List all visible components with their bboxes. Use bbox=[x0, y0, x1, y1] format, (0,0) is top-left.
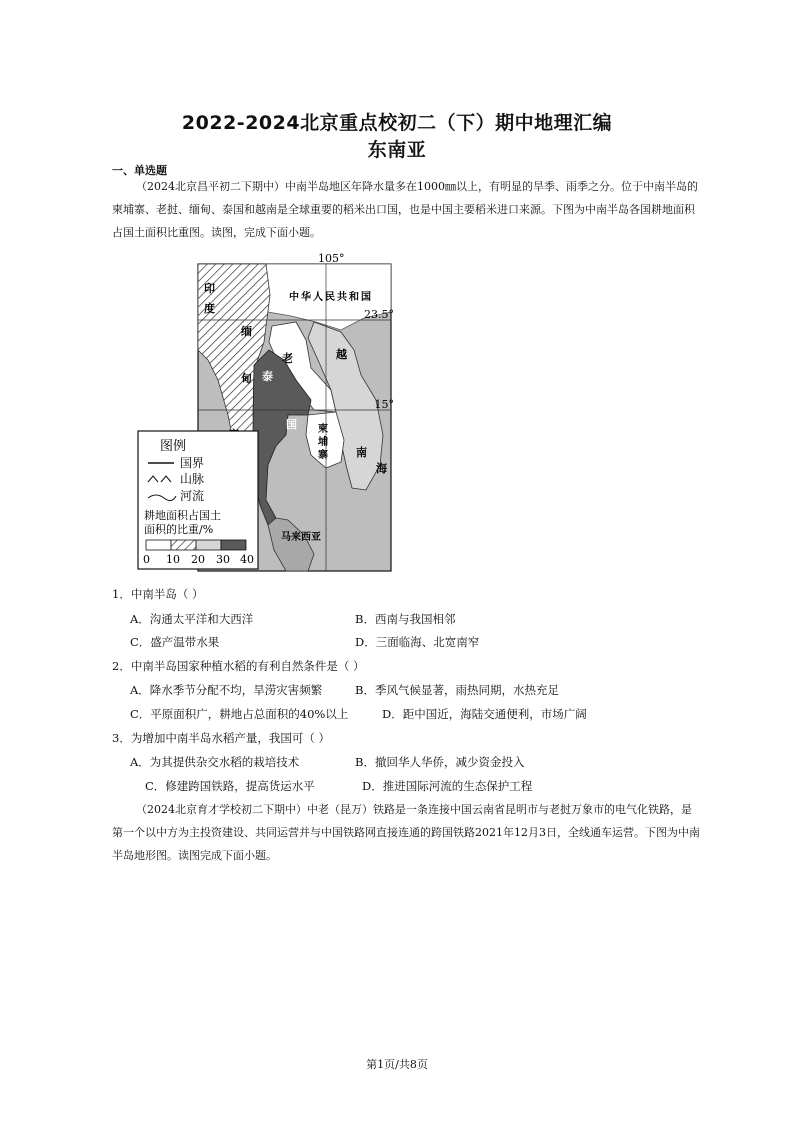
legend-tick-10: 10 bbox=[166, 553, 180, 566]
question-2-option-d[interactable]: D．距中国近，海陆交通便利，市场广阔 bbox=[382, 707, 587, 721]
thailand-label-1: 泰 bbox=[262, 370, 273, 383]
legend-title: 图例 bbox=[160, 439, 187, 454]
question-2-stem: 2．中南半岛国家种植水稻的有利自然条件是（ ） bbox=[112, 659, 365, 673]
legend-mountain: 山脉 bbox=[180, 472, 205, 486]
indochina-farmland-map bbox=[136, 250, 398, 572]
map-legend bbox=[138, 431, 258, 569]
lat2-label: 15° bbox=[374, 398, 394, 411]
lat1-label: 23.5° bbox=[364, 308, 394, 321]
cambodia-label-3: 寨 bbox=[318, 450, 328, 461]
myanmar-label-2: 甸 bbox=[241, 372, 252, 385]
page-footer: 第1页/共8页 bbox=[366, 1058, 428, 1071]
question-1-stem: 1．中南半岛（ ） bbox=[112, 587, 204, 601]
legend-scale-title-1: 耕地面积占国土 bbox=[144, 509, 221, 522]
myanmar-label-1: 缅 bbox=[241, 325, 252, 338]
question-3-option-d[interactable]: D．推进国际河流的生态保护工程 bbox=[362, 779, 533, 793]
question-3-option-c[interactable]: C．修建跨国铁路，提高货运水平 bbox=[145, 779, 315, 793]
cambodia-label-1: 柬 bbox=[318, 424, 328, 435]
question-2-option-b[interactable]: B．季风气候显著，雨热同期，水热充足 bbox=[355, 683, 559, 697]
sea-label: 海 bbox=[376, 462, 387, 475]
thailand-label-2: 国 bbox=[286, 418, 297, 431]
legend-tick-30: 30 bbox=[216, 553, 230, 566]
passage-1: （2024北京昌平初二下期中）中南半岛地区年降水量多在1000㎜以上，有明显的旱季、雨季之分。位于中南半岛的柬埔寨、老挝、缅甸、泰国和越南是全球重要的稻米出口国，也是中国主要稻米进口来源。下图为中南半岛各国耕地面积占国土面积比重图。读图，完成下面小题。 bbox=[112, 180, 698, 239]
paper-title: 2022-2024北京重点校初二（下）期中地理汇编 bbox=[181, 112, 613, 134]
legend-border: 国界 bbox=[180, 456, 205, 470]
legend-tick-20: 20 bbox=[191, 553, 205, 566]
laos-label: 老 bbox=[282, 352, 293, 365]
malaysia-label: 马来西亚 bbox=[281, 532, 321, 543]
question-1-option-c[interactable]: C．盛产温带水果 bbox=[130, 635, 220, 649]
china-label: 中华人民共和国 bbox=[289, 292, 373, 303]
question-1-option-b[interactable]: B．西南与我国相邻 bbox=[355, 612, 456, 626]
question-1-option-d[interactable]: D．三面临海、北宽南窄 bbox=[355, 635, 480, 649]
india-label-2: 度 bbox=[204, 302, 215, 315]
india-label-1: 印 bbox=[204, 282, 215, 295]
question-3-option-b[interactable]: B．撤回华人华侨，减少资金投入 bbox=[355, 755, 525, 769]
legend-tick-40: 40 bbox=[240, 553, 254, 566]
legend-tick-0: 0 bbox=[143, 553, 150, 566]
section-heading: 一、单选题 bbox=[112, 164, 167, 177]
question-3-option-a[interactable]: A．为其提供杂交水稻的栽培技术 bbox=[130, 755, 300, 769]
passage-2: （2024北京育才学校初二下期中）中老（昆万）铁路是一条连接中国云南省昆明市与老挝万象市的电气化铁路，是第一个以中方为主投资建设、共同运营并与中国铁路网直接连通的跨国铁路2021年12月3日，全线通车运营。下图为中南半岛地形图。读图完成下面小题。 bbox=[112, 803, 700, 862]
paper-subtitle: 东南亚 bbox=[367, 139, 427, 161]
question-2-option-a[interactable]: A．降水季节分配不均，旱涝灾害频繁 bbox=[130, 683, 323, 697]
question-1-option-a[interactable]: A．沟通太平洋和大西洋 bbox=[130, 612, 254, 626]
vietnam-label-1: 越 bbox=[336, 348, 347, 361]
question-2-option-c[interactable]: C．平原面积广，耕地占总面积的40%以上 bbox=[130, 707, 349, 721]
question-3-stem: 3．为增加中南半岛水稻产量，我国可（ ） bbox=[112, 731, 330, 745]
legend-scale-title-2: 面积的比重/% bbox=[144, 523, 214, 536]
legend-river: 河流 bbox=[180, 489, 205, 503]
cambodia-label-2: 埔 bbox=[318, 437, 328, 448]
lon-label: 105° bbox=[318, 252, 345, 265]
vietnam-label-2: 南 bbox=[356, 446, 367, 459]
